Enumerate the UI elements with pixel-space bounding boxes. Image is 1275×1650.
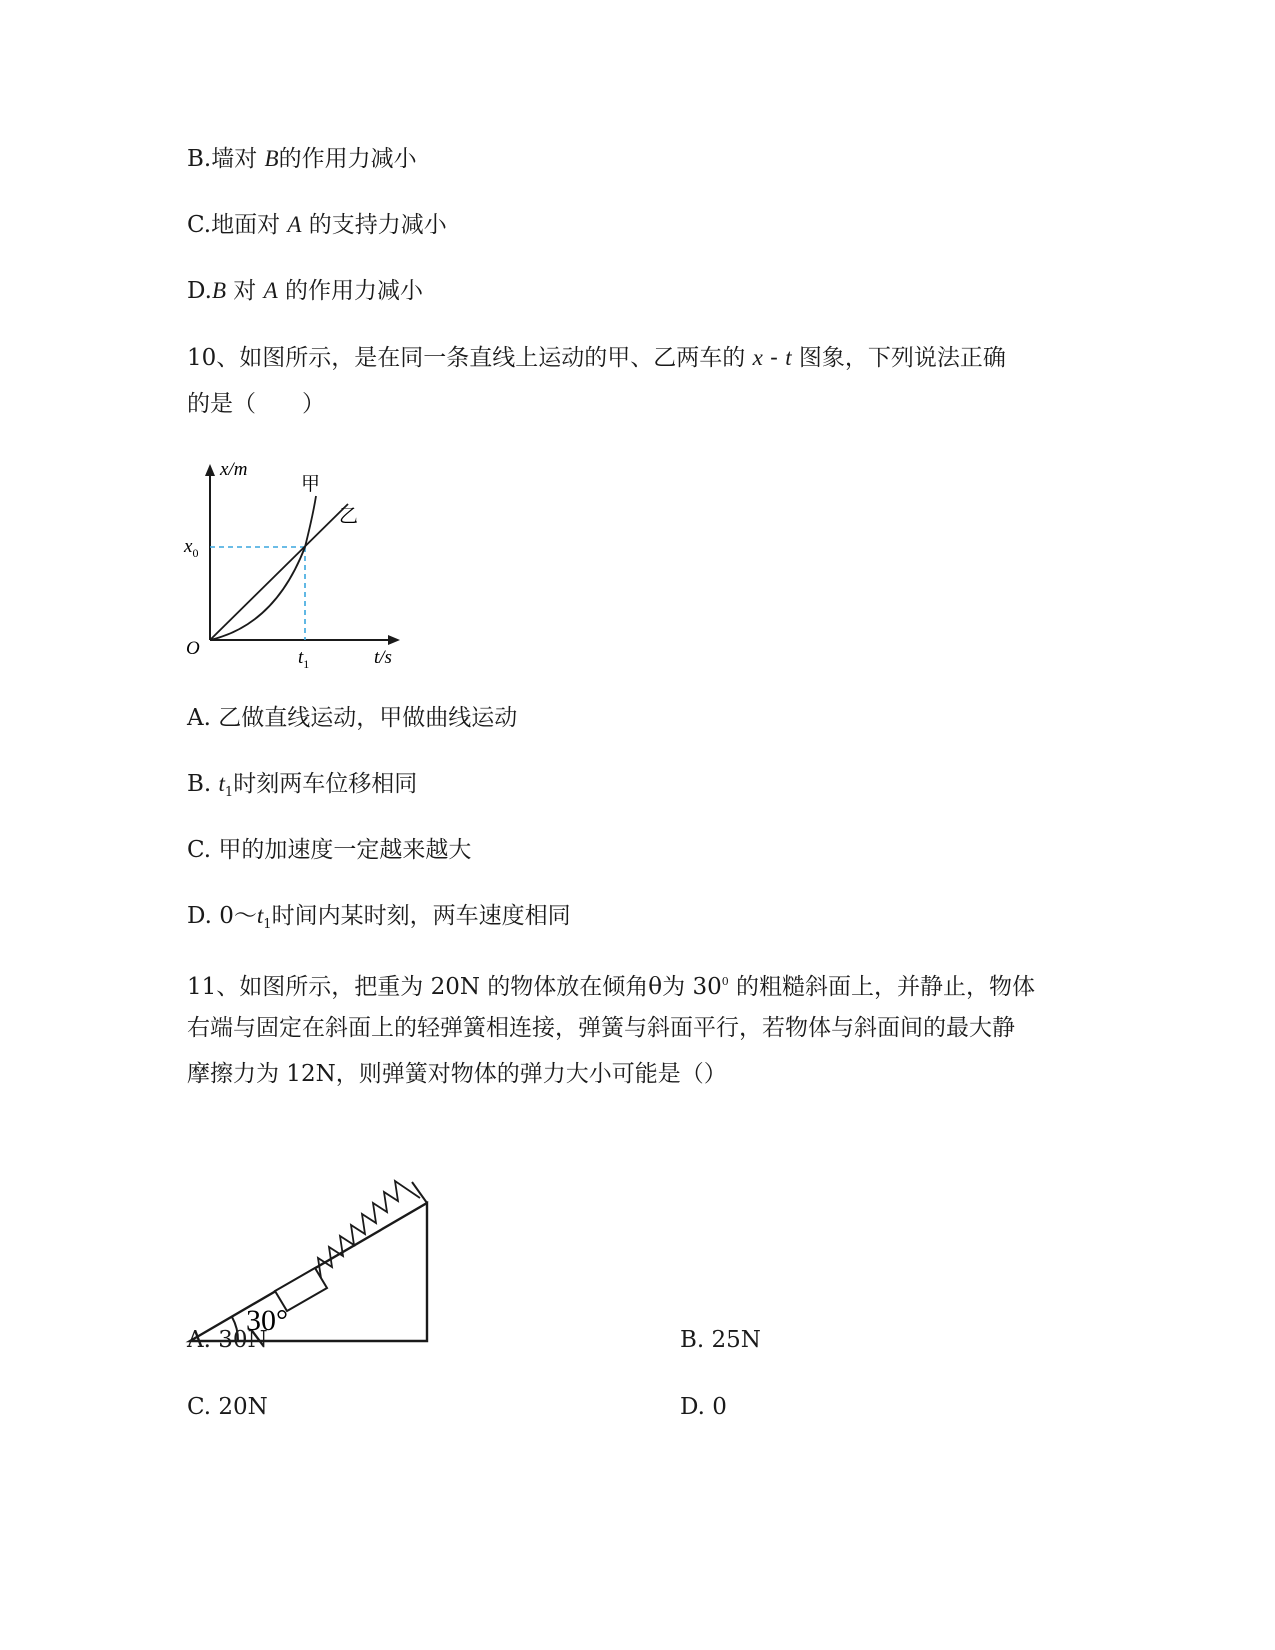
y-axis-label: x/m <box>220 460 248 480</box>
q9-option-b: B.墙对 B的作用力减小 <box>187 146 417 172</box>
q10-stem-line2: 的是（ ） <box>187 391 325 417</box>
q10-xt-graph <box>180 460 420 700</box>
q11-option-b: B. 25N <box>680 1327 761 1353</box>
q10-option-d: D. $0\sim t_1$时间内某时刻，两车速度相同 <box>187 903 571 932</box>
q10-option-b: B. $t_1$时刻两车位移相同 <box>187 771 418 800</box>
line-yi-label: 乙 <box>339 506 359 527</box>
q11-option-a: A. 30N <box>187 1327 268 1353</box>
x-axis-arrow-icon <box>388 635 400 645</box>
y-axis-arrow-icon <box>205 464 215 476</box>
q9-option-d: D.B 对 A 的作用力减小 <box>187 278 423 304</box>
q11-stem-line2: 右端与固定在斜面上的轻弹簧相连接，弹簧与斜面平行，若物体与斜面间的最大静 <box>187 1015 1015 1041</box>
curve-jia-label: 甲 <box>301 474 321 495</box>
curve-jia <box>210 496 316 640</box>
spring-mount <box>412 1182 427 1203</box>
spring <box>318 1181 420 1278</box>
q11-stem-line3: 摩擦力为 12N，则弹簧对物体的弹力大小可能是（） <box>187 1061 727 1087</box>
q11-option-c: C. 20N <box>187 1394 268 1420</box>
t1-label: $t_1$ <box>298 647 310 671</box>
x0-label: $x_0$ <box>184 536 199 560</box>
q11-stem-line1: 11、如图所示，把重为 20N 的物体放在倾角θ为 $30^0$ 的粗糙斜面上，并静止，物体 <box>187 974 1036 1000</box>
q10-option-c: C. 甲的加速度一定越来越大 <box>187 837 472 863</box>
angle-label: 30° <box>246 1304 288 1337</box>
line-yi <box>210 504 348 640</box>
origin-label: O <box>186 638 200 659</box>
q10-option-a: A. 乙做直线运动，甲做曲线运动 <box>187 705 518 731</box>
q10-stem-line1: 10、如图所示，是在同一条直线上运动的甲、乙两车的 x - t 图象，下列说法正确 <box>187 345 1006 371</box>
q9-option-c: C.地面对 A 的支持力减小 <box>187 212 447 238</box>
q11-option-d: D. 0 <box>680 1394 727 1420</box>
x-axis-label: t/s <box>374 647 392 668</box>
